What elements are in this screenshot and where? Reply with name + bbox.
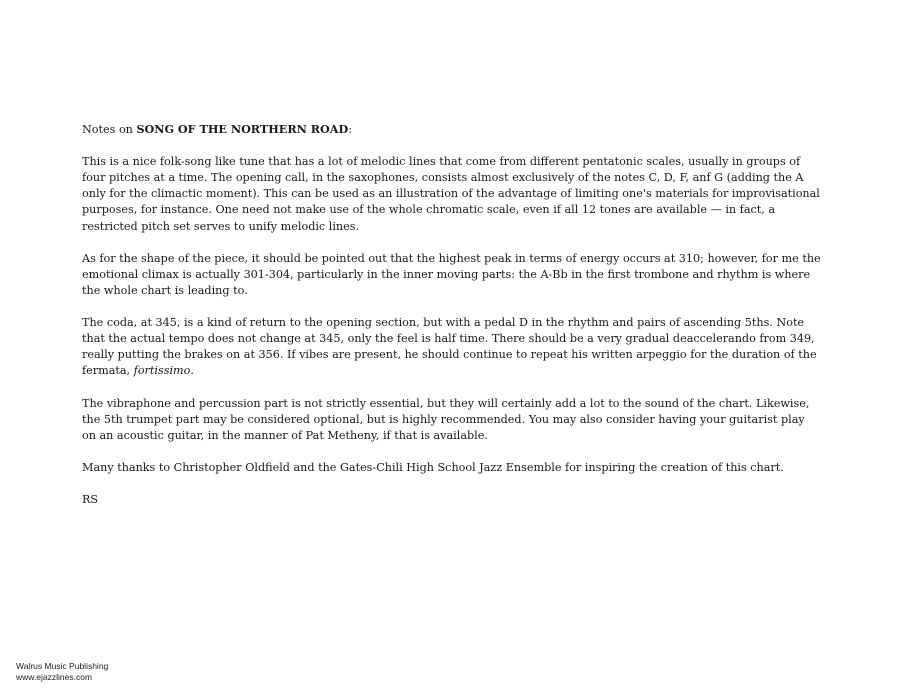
song-title: SONG OF THE NORTHERN ROAD: [136, 122, 349, 136]
heading-prefix: Notes on: [82, 123, 137, 136]
coda-text: The coda, at 345, is a kind of return to the opening section, but with a pedal D in the rhythm and pairs of ascending 5ths. Note that the actual tempo does not change at 345, only the feel is half time. There should be a very gradual deaccelerando from 349, really putting the brakes on at 356. If vibes are present, he should continue to repeat his written arpeggio for the duration of the fermata,: [82, 316, 817, 378]
signature: RS: [82, 493, 99, 507]
paragraph-shape: As for the shape of the piece, it should be pointed out that the highest peak in terms of energy occurs at 310; however, for me the emotional climax is actually 301-304, particularly in the inner moving parts: the A-Bb in the first trombone and rhythm is where the whole chart is leading to.: [82, 251, 821, 297]
coda-dynamic: fortissimo: [133, 364, 191, 378]
publisher-name: Walrus Music Publishing: [16, 661, 109, 671]
paragraph-thanks: Many thanks to Christopher Oldfield and the Gates-Chili High School Jazz Ensemble for inspiring the creation of this chart.: [82, 460, 784, 474]
notes-heading: [82, 121, 822, 138]
notes-body: [82, 121, 822, 524]
paragraph-instrumentation: The vibraphone and percussion part is not strictly essential, but they will certainly add a lot to the sound of the chart. Likewise, the 5th trumpet part may be considered optional, but is highly recommended. You may also consider having your guitarist play on an acoustic guitar, in the manner of Pat Metheny, if that is available.: [82, 396, 810, 442]
paragraph-coda: [82, 315, 822, 379]
publisher-website: www.ejazzlines.com: [16, 672, 93, 682]
publisher-footer: [16, 661, 108, 683]
heading-suffix: :: [348, 123, 352, 136]
paragraph-pentatonic: This is a nice folk-song like tune that has a lot of melodic lines that come from different pentatonic scales, usually in groups of four pitches at a time. The opening call, in the saxophones, consists almost exclusively of the notes C, D, F, anf G (adding the A only for the climactic moment). This can be used as an illustration of the advantage of limiting one's materials for improvisational purposes, for instance. One need not make use of the whole chromatic scale, even if all 12 tones are available — in fact, a restricted pitch set serves to unify melodic lines.: [82, 155, 820, 233]
coda-end: .: [190, 364, 194, 378]
